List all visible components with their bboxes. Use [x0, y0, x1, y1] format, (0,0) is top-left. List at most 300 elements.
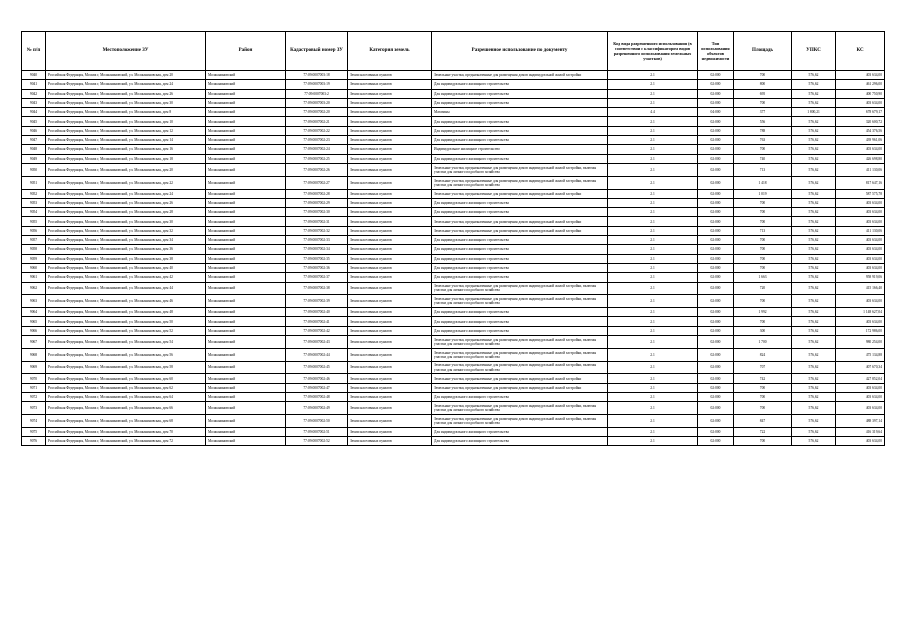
cell-permitted-use: Земельные участки, предназначенные для размещения домов индивидуальной жилой застройки, включая участки для личного подсобного хозяйства	[432, 295, 608, 308]
cell-upks: 576,62	[792, 163, 836, 176]
cell-code: 2.1	[608, 98, 698, 107]
cell-location: Российская Федерация, Москва г, Молжаниновский, ул. Молжаниновская, дом 24	[46, 80, 206, 89]
cell-category: Земли населенных пунктов	[348, 236, 432, 245]
cell-type: 02:000	[698, 154, 734, 163]
cell-code: 2.1	[608, 295, 698, 308]
document-sheet	[21, 31, 884, 446]
cell-ks: 403 634,00	[836, 145, 885, 154]
cell-ks: 403 634,00	[836, 71, 885, 80]
cell-upks: 576,62	[792, 254, 836, 263]
table-row	[22, 136, 885, 145]
cell-code: 2.1	[608, 402, 698, 415]
cell-type: 02:000	[698, 336, 734, 349]
cell-district: Молжаниновский	[206, 163, 286, 176]
table-row	[22, 326, 885, 335]
cell-ks: 587 575,78	[836, 189, 885, 198]
cell-upks: 576,62	[792, 273, 836, 282]
table-row	[22, 437, 885, 446]
cell-category: Земли населенных пунктов	[348, 317, 432, 326]
cell-num: 9046	[22, 126, 46, 135]
cell-permitted-use: Магазины	[432, 108, 608, 117]
cell-category: Земли населенных пунктов	[348, 154, 432, 163]
cell-permitted-use: Для индивидуального жилищного строительства	[432, 208, 608, 217]
table-body	[22, 71, 885, 446]
cell-area: 700	[734, 263, 792, 272]
table-row	[22, 71, 885, 80]
cell-district: Молжаниновский	[206, 282, 286, 295]
cell-num: 9069	[22, 361, 46, 374]
cell-location: Российская Федерация, Москва г, Молжаниновский, ул. Молжаниновская, дом 24	[46, 189, 206, 198]
cell-cadastral: 77:09:0007002:31	[286, 217, 348, 226]
cell-ks: 403 634,00	[836, 402, 885, 415]
cell-location: Российская Федерация, Москва г, Молжаниновский, ул. Молжаниновская, дом 18	[46, 154, 206, 163]
cell-code: 2.1	[608, 163, 698, 176]
cell-upks: 576,62	[792, 263, 836, 272]
cell-location: Российская Федерация, Москва г, Молжаниновский, ул. Молжаниновская, дом 8	[46, 108, 206, 117]
cell-district: Молжаниновский	[206, 361, 286, 374]
cell-cadastral: 77:09:0007002:52	[286, 437, 348, 446]
cell-type: 02:000	[698, 217, 734, 226]
cell-cadastral: 77:09:0007002:29	[286, 198, 348, 207]
cell-code: 2.1	[608, 393, 698, 402]
cell-location: Российская Федерация, Москва г, Молжаниновский, ул. Молжаниновская, дом 42	[46, 273, 206, 282]
cell-permitted-use: Земельные участки, предназначенные для размещения домов индивидуальной жилой застройки, включая участки для личного подсобного хозяйства	[432, 348, 608, 361]
cell-district: Молжаниновский	[206, 348, 286, 361]
table-row	[22, 282, 885, 295]
cell-ks: 678 679,17	[836, 108, 885, 117]
table-row	[22, 226, 885, 235]
cell-code: 2.1	[608, 80, 698, 89]
cell-upks: 576,62	[792, 217, 836, 226]
cell-type: 02:000	[698, 383, 734, 392]
cell-upks: 576,62	[792, 348, 836, 361]
cell-area: 700	[734, 217, 792, 226]
cell-cadastral: 77:09:0007002:45	[286, 361, 348, 374]
table-row	[22, 308, 885, 317]
cell-area: 700	[734, 317, 792, 326]
cell-cadastral: 77:09:0007002:24	[286, 145, 348, 154]
cell-category: Земли населенных пунктов	[348, 98, 432, 107]
cell-district: Молжаниновский	[206, 437, 286, 446]
cell-permitted-use: Для индивидуального жилищного строительства	[432, 136, 608, 145]
cell-code: 2.1	[608, 374, 698, 383]
cell-location: Российская Федерация, Москва г, Молжаниновский, ул. Молжаниновская, дом 26	[46, 198, 206, 207]
cell-district: Молжаниновский	[206, 393, 286, 402]
cell-type: 02:000	[698, 198, 734, 207]
cell-type: 02:000	[698, 295, 734, 308]
cell-num: 9048	[22, 145, 46, 154]
cell-num: 9042	[22, 89, 46, 98]
cell-category: Земли населенных пунктов	[348, 245, 432, 254]
cell-district: Молжаниновский	[206, 374, 286, 383]
cell-upks: 576,62	[792, 317, 836, 326]
cell-district: Молжаниновский	[206, 263, 286, 272]
cell-permitted-use: Индивидуальное жилищное строительство	[432, 145, 608, 154]
cell-num: 9065	[22, 317, 46, 326]
cell-cadastral: 77:09:0007002:47	[286, 383, 348, 392]
cell-permitted-use: Земельные участки, предназначенные для размещения домов индивидуальной жилой застройки	[432, 217, 608, 226]
table-row	[22, 198, 885, 207]
cell-location: Российская Федерация, Москва г, Молжаниновский, ул. Молжаниновская, дом 28	[46, 208, 206, 217]
cell-district: Молжаниновский	[206, 217, 286, 226]
cell-category: Земли населенных пунктов	[348, 282, 432, 295]
cell-type: 02:000	[698, 208, 734, 217]
cell-category: Земли населенных пунктов	[348, 295, 432, 308]
cell-permitted-use: Для индивидуального жилищного строительства	[432, 245, 608, 254]
cell-category: Земли населенных пунктов	[348, 189, 432, 198]
cell-type: 02:000	[698, 163, 734, 176]
cell-area: 713	[734, 226, 792, 235]
cell-permitted-use: Для индивидуального жилищного строительства	[432, 198, 608, 207]
cell-ks: 416 319,64	[836, 427, 885, 436]
cell-district: Молжаниновский	[206, 295, 286, 308]
cell-category: Земли населенных пунктов	[348, 326, 432, 335]
cell-upks: 576,62	[792, 361, 836, 374]
cell-permitted-use: Для индивидуального жилищного строительства	[432, 437, 608, 446]
table-row	[22, 263, 885, 272]
cell-location: Российская Федерация, Москва г, Молжаниновский, ул. Молжаниновская, дом 20	[46, 163, 206, 176]
cell-upks: 576,62	[792, 98, 836, 107]
cell-area: 788	[734, 126, 792, 135]
cell-location: Российская Федерация, Москва г, Молжаниновский, ул. Молжаниновская, дом 26	[46, 89, 206, 98]
cell-cadastral: 77:09:0007002:36	[286, 263, 348, 272]
cell-district: Молжаниновский	[206, 71, 286, 80]
cell-location: Российская Федерация, Москва г, Молжаниновский, ул. Молжаниновская, дом 14	[46, 136, 206, 145]
cell-cadastral: 77:09:0007002:33	[286, 236, 348, 245]
cell-num: 9074	[22, 415, 46, 428]
cell-upks: 576,62	[792, 136, 836, 145]
cell-ks: 958 919,06	[836, 273, 885, 282]
cell-code: 2.1	[608, 217, 698, 226]
cell-district: Молжаниновский	[206, 336, 286, 349]
cell-upks: 576,62	[792, 80, 836, 89]
cell-permitted-use: Земельные участки, предназначенные для размещения домов индивидуальной жилой застройки	[432, 189, 608, 198]
cell-num: 9066	[22, 326, 46, 335]
cell-category: Земли населенных пунктов	[348, 383, 432, 392]
col-header-num: № п/п	[22, 32, 46, 71]
cell-ks: 1 148 627,04	[836, 308, 885, 317]
cell-area: 800	[734, 80, 792, 89]
cell-ks: 400 750,90	[836, 89, 885, 98]
cell-upks: 576,62	[792, 402, 836, 415]
cell-type: 02:000	[698, 98, 734, 107]
cell-code: 2.1	[608, 154, 698, 163]
cell-cadastral: 77:09:0007003:2	[286, 89, 348, 98]
cell-location: Российская Федерация, Москва г, Молжаниновский, ул. Молжаниновская, дом 38	[46, 254, 206, 263]
cell-area: 847	[734, 415, 792, 428]
cell-category: Земли населенных пунктов	[348, 126, 432, 135]
cell-district: Молжаниновский	[206, 254, 286, 263]
cell-code: 2.1	[608, 236, 698, 245]
cell-upks: 576,62	[792, 154, 836, 163]
cell-num: 9062	[22, 282, 46, 295]
cell-category: Земли населенных пунктов	[348, 427, 432, 436]
cell-ks: 454 376,56	[836, 126, 885, 135]
cell-code: 2.1	[608, 226, 698, 235]
cell-location: Российская Федерация, Москва г, Молжаниновский, ул. Молжаниновская, дом 62	[46, 383, 206, 392]
cell-area: 700	[734, 437, 792, 446]
cell-location: Российская Федерация, Москва г, Молжаниновский, ул. Молжаниновская, дом 60	[46, 374, 206, 383]
table-row	[22, 393, 885, 402]
cell-code: 2.1	[608, 189, 698, 198]
cell-permitted-use: Для индивидуального жилищного строительства	[432, 427, 608, 436]
cell-location: Российская Федерация, Москва г, Молжаниновский, ул. Молжаниновская, дом 66	[46, 402, 206, 415]
cell-code: 2.1	[608, 176, 698, 189]
cell-code: 2.1	[608, 126, 698, 135]
table-row	[22, 317, 885, 326]
table-row	[22, 361, 885, 374]
table-header-row	[22, 32, 885, 71]
cell-ks: 403 634,00	[836, 208, 885, 217]
cell-permitted-use: Для индивидуального жилищного строительства	[432, 89, 608, 98]
table-row	[22, 80, 885, 89]
cell-num: 9044	[22, 108, 46, 117]
cell-num: 9050	[22, 163, 46, 176]
col-header-area: Площадь	[734, 32, 792, 71]
cell-district: Молжаниновский	[206, 317, 286, 326]
cell-area: 700	[734, 393, 792, 402]
table-row	[22, 189, 885, 198]
cell-type: 02:000	[698, 136, 734, 145]
cell-location: Российская Федерация, Москва г, Молжаниновский, ул. Молжаниновская, дом 70	[46, 427, 206, 436]
cell-upks: 576,62	[792, 176, 836, 189]
cell-district: Молжаниновский	[206, 273, 286, 282]
cell-permitted-use: Земельные участки, предназначенные для размещения домов индивидуальной жилой застройки, включая участки для личного подсобного хозяйства	[432, 176, 608, 189]
cell-cadastral: 77:09:0007002:32	[286, 226, 348, 235]
cell-category: Земли населенных пунктов	[348, 415, 432, 428]
cell-type: 02:000	[698, 393, 734, 402]
cell-cadastral: 77:09:0007002:41	[286, 317, 348, 326]
cell-upks: 576,62	[792, 198, 836, 207]
cell-cadastral: 77:09:0007002:43	[286, 336, 348, 349]
cell-type: 02:000	[698, 245, 734, 254]
cell-type: 02:000	[698, 145, 734, 154]
cell-cadastral: 77:09:0007002:26	[286, 163, 348, 176]
cell-type: 02:000	[698, 273, 734, 282]
cell-ks: 403 634,00	[836, 98, 885, 107]
cell-code: 2.1	[608, 317, 698, 326]
table-row	[22, 427, 885, 436]
cell-location: Российская Федерация, Москва г, Молжаниновский, ул. Молжаниновская, дом 36	[46, 245, 206, 254]
cell-cadastral: 77:09:0007002:20	[286, 108, 348, 117]
cell-num: 9052	[22, 189, 46, 198]
cell-district: Молжаниновский	[206, 108, 286, 117]
cell-code: 2.1	[608, 427, 698, 436]
cell-cadastral: 77:09:0007002:39	[286, 295, 348, 308]
cell-location: Российская Федерация, Москва г, Молжаниновский, ул. Молжаниновская, дом 20	[46, 71, 206, 80]
cell-code: 2.1	[608, 89, 698, 98]
cell-cadastral: 77:09:0007002:21	[286, 117, 348, 126]
cell-ks: 427 852,04	[836, 374, 885, 383]
cell-cadastral: 77:09:0007002:51	[286, 427, 348, 436]
cell-district: Молжаниновский	[206, 176, 286, 189]
cell-area: 300	[734, 326, 792, 335]
cell-code: 2.1	[608, 308, 698, 317]
cell-num: 9061	[22, 273, 46, 282]
cell-permitted-use: Для индивидуального жилищного строительства	[432, 273, 608, 282]
cell-location: Российская Федерация, Москва г, Молжаниновский, ул. Молжаниновская, дом 40	[46, 263, 206, 272]
table-row	[22, 336, 885, 349]
cell-ks: 403 634,00	[836, 198, 885, 207]
cell-code: 2.1	[608, 71, 698, 80]
cell-code: 2.1	[608, 437, 698, 446]
cell-num: 9068	[22, 348, 46, 361]
cell-area: 556	[734, 117, 792, 126]
table-row	[22, 245, 885, 254]
cell-num: 9070	[22, 374, 46, 383]
cell-district: Молжаниновский	[206, 145, 286, 154]
cell-code: 2.1	[608, 198, 698, 207]
cell-cadastral: 77:09:0007002:23	[286, 136, 348, 145]
cell-type: 02:000	[698, 126, 734, 135]
cell-category: Земли населенных пунктов	[348, 336, 432, 349]
cell-cadastral: 77:09:0007002:27	[286, 176, 348, 189]
cell-code: 2.1	[608, 361, 698, 374]
table-row	[22, 236, 885, 245]
cell-ks: 411 130,06	[836, 226, 885, 235]
cell-category: Земли населенных пунктов	[348, 217, 432, 226]
cell-district: Молжаниновский	[206, 136, 286, 145]
cell-category: Земли населенных пунктов	[348, 108, 432, 117]
cell-type: 02:000	[698, 437, 734, 446]
cell-ks: 403 634,00	[836, 217, 885, 226]
cell-permitted-use: Земельные участки, предназначенные для размещения домов индивидуальной жилой застройки, включая участки для личного подсобного хозяйства	[432, 415, 608, 428]
cell-permitted-use: Для индивидуального жилищного строительства	[432, 117, 608, 126]
cell-ks: 172 986,00	[836, 326, 885, 335]
cell-district: Молжаниновский	[206, 236, 286, 245]
cell-num: 9076	[22, 437, 46, 446]
cell-upks: 576,62	[792, 245, 836, 254]
cell-ks: 403 634,00	[836, 383, 885, 392]
cell-cadastral: 77:09:0007002:35	[286, 254, 348, 263]
cell-type: 04:000	[698, 108, 734, 117]
cell-type: 02:000	[698, 263, 734, 272]
table-row	[22, 383, 885, 392]
cell-category: Земли населенных пунктов	[348, 402, 432, 415]
table-row	[22, 348, 885, 361]
cell-code: 2.1	[608, 326, 698, 335]
cell-num: 9041	[22, 80, 46, 89]
cell-permitted-use: Земельные участки, предназначенные для размещения домов индивидуальной жилой застройки, включая участки для личного подсобного хозяйства	[432, 361, 608, 374]
cell-code: 2.1	[608, 254, 698, 263]
col-header-district: Район	[206, 32, 286, 71]
cell-location: Российская Федерация, Москва г, Молжаниновский, ул. Молжаниновская, дом 12	[46, 126, 206, 135]
cell-area: 700	[734, 145, 792, 154]
cell-category: Земли населенных пунктов	[348, 348, 432, 361]
cell-ks: 403 634,00	[836, 254, 885, 263]
cell-type: 02:000	[698, 348, 734, 361]
cell-permitted-use: Для индивидуального жилищного строительства	[432, 317, 608, 326]
cell-category: Земли населенных пунктов	[348, 437, 432, 446]
cell-num: 9057	[22, 236, 46, 245]
cell-upks: 576,62	[792, 117, 836, 126]
cell-upks: 576,62	[792, 437, 836, 446]
table-row	[22, 98, 885, 107]
cell-type: 02:000	[698, 361, 734, 374]
cell-location: Российская Федерация, Москва г, Молжаниновский, ул. Молжаниновская, дом 48	[46, 308, 206, 317]
cell-ks: 439 961,06	[836, 136, 885, 145]
cell-district: Молжаниновский	[206, 189, 286, 198]
cell-area: 700	[734, 208, 792, 217]
cell-type: 02:000	[698, 317, 734, 326]
cell-num: 9072	[22, 393, 46, 402]
land-plots-table	[21, 31, 885, 446]
cell-category: Земли населенных пунктов	[348, 71, 432, 80]
cell-num: 9056	[22, 226, 46, 235]
cell-upks: 576,62	[792, 208, 836, 217]
cell-location: Российская Федерация, Москва г, Молжаниновский, ул. Молжаниновская, дом 58	[46, 361, 206, 374]
cell-category: Земли населенных пунктов	[348, 145, 432, 154]
cell-location: Российская Федерация, Москва г, Молжаниновский, ул. Молжаниновская, дом 30	[46, 98, 206, 107]
cell-area: 700	[734, 402, 792, 415]
cell-num: 9064	[22, 308, 46, 317]
cell-district: Молжаниновский	[206, 402, 286, 415]
cell-upks: 1 800,21	[792, 108, 836, 117]
cell-district: Молжаниновский	[206, 226, 286, 235]
cell-num: 9075	[22, 427, 46, 436]
cell-district: Молжаниновский	[206, 80, 286, 89]
cell-type: 02:000	[698, 282, 734, 295]
table-row	[22, 117, 885, 126]
cell-category: Земли населенных пунктов	[348, 163, 432, 176]
cell-num: 9040	[22, 71, 46, 80]
cell-permitted-use: Для индивидуального жилищного строительства	[432, 236, 608, 245]
cell-code: 2.1	[608, 145, 698, 154]
cell-type: 02:000	[698, 226, 734, 235]
cell-permitted-use: Для индивидуального жилищного строительства	[432, 308, 608, 317]
cell-code: 2.1	[608, 263, 698, 272]
cell-cadastral: 77:09:0007002:38	[286, 282, 348, 295]
cell-num: 9053	[22, 198, 46, 207]
cell-code: 2.1	[608, 245, 698, 254]
table-row	[22, 415, 885, 428]
cell-upks: 576,62	[792, 308, 836, 317]
cell-category: Земли населенных пунктов	[348, 198, 432, 207]
cell-cadastral: 77:09:0007002:44	[286, 348, 348, 361]
cell-upks: 576,62	[792, 71, 836, 80]
cell-cadastral: 77:09:0007002:46	[286, 374, 348, 383]
cell-upks: 576,62	[792, 145, 836, 154]
cell-upks: 576,62	[792, 226, 836, 235]
cell-permitted-use: Земельные участки, предназначенные для размещения домов индивидуальной жилой застройки, включая участки для личного подсобного хозяйства	[432, 336, 608, 349]
cell-category: Земли населенных пунктов	[348, 273, 432, 282]
cell-area: 1 700	[734, 336, 792, 349]
cell-upks: 576,62	[792, 295, 836, 308]
cell-permitted-use: Для индивидуального жилищного строительства	[432, 254, 608, 263]
cell-upks: 576,62	[792, 326, 836, 335]
cell-cadastral: 77:09:0007002:48	[286, 393, 348, 402]
cell-num: 9071	[22, 383, 46, 392]
col-header-code: Код вида разрешенного использования (в соответствии с классификатором видов разрешенного использования земельных участков)	[608, 32, 698, 71]
cell-ks: 415 166,40	[836, 282, 885, 295]
cell-location: Российская Федерация, Москва г, Молжаниновский, ул. Молжаниновская, дом 64	[46, 393, 206, 402]
cell-cadastral: 77:09:0007003:19	[286, 80, 348, 89]
cell-permitted-use: Для индивидуального жилищного строительства	[432, 154, 608, 163]
cell-location: Российская Федерация, Москва г, Молжаниновский, ул. Молжаниновская, дом 68	[46, 415, 206, 428]
cell-category: Земли населенных пунктов	[348, 208, 432, 217]
cell-cadastral: 77:09:0007002:40	[286, 308, 348, 317]
cell-area: 1 418	[734, 176, 792, 189]
cell-num: 9047	[22, 136, 46, 145]
cell-code: 2.1	[608, 383, 698, 392]
cell-ks: 475 134,88	[836, 348, 885, 361]
cell-upks: 576,62	[792, 89, 836, 98]
cell-ks: 426 698,80	[836, 154, 885, 163]
cell-area: 720	[734, 282, 792, 295]
cell-type: 02:000	[698, 236, 734, 245]
cell-area: 700	[734, 98, 792, 107]
cell-type: 02:000	[698, 427, 734, 436]
